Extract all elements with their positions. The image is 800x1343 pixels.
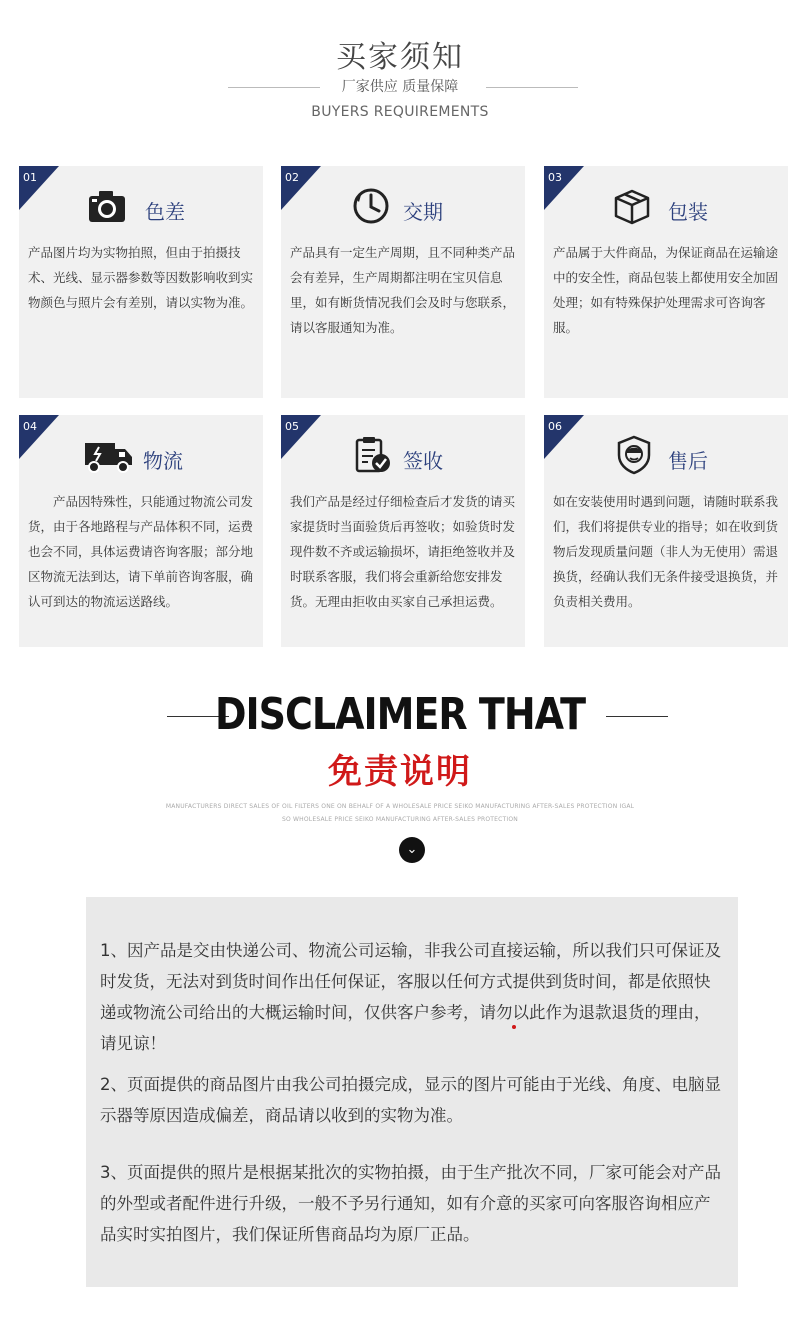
card-title: 交期 (403, 200, 443, 224)
card-body: 如在安装使用时遇到问题，请随时联系我们，我们将提供专业的指导；如在收到货物后发现质量问题（非人为无使用）需退换货，经确认我们无条件接受退换货，并负责相关费用。 (553, 494, 779, 609)
card-title: 物流 (143, 449, 183, 473)
clipboard-check-icon (353, 435, 393, 475)
disclaimer-paragraph: 2、页面提供的商品图片由我公司拍摄完成，显示的图片可能由于光线、角度、电脑显示器等原因造成偏差，商品请以收到的实物为准。 (100, 1075, 721, 1125)
disclaimer-fine-print-2: SO WHOLESALE PRICE SEIKO MANUFACTURING AFTER-SALES PROTECTION (281, 816, 519, 823)
clock-icon (351, 186, 391, 226)
card-packaging (544, 166, 788, 398)
card-body: 我们产品是经过仔细检查后才发货的请买家提货时当面验货后再签收；如验货时发现件数不齐或运输损坏，请拒绝签收并及时联系客服，我们将会重新给您安排发货。无理由拒收由买家自己承担运费。 (290, 494, 516, 609)
disclaimer-title-english: DISCLAIMER THAT (214, 688, 586, 740)
service-shield-icon (614, 435, 654, 475)
card-body: 产品属于大件商品，为保证商品在运输途中的安全性，商品包装上都使用安全加固处理；如有特殊保护处理需求可咨询客服。 (553, 245, 779, 335)
card-title: 售后 (668, 449, 708, 473)
disclaimer-divider-right (606, 716, 668, 717)
card-sign-receipt (281, 415, 525, 647)
truck-icon (83, 435, 135, 475)
disclaimer-paragraph: 3、页面提供的照片是根据某批次的实物拍摄，由于生产批次不同，厂家可能会对产品的外型或者配件进行升级，一般不予另行通知，如有介意的买家可向客服咨询相应产品实时实拍图片，我们保证所售商品均为原厂正品。 (100, 1163, 721, 1244)
page-title-english: BUYERS REQUIREMENTS (311, 104, 489, 120)
card-number: 02 (285, 171, 299, 184)
card-number: 01 (23, 171, 37, 184)
card-after-sales (544, 415, 788, 647)
disclaimer-paragraph: 1、因产品是交由快递公司、物流公司运输，非我公司直接运输，所以我们只可保证及时发货，无法对到货时间作出任何保证，客服以任何方式提供到货时间，都是依照快递或物流公司给出的大概运输时间，仅供客户参考，请勿以此作为退款退货的理由，请见谅！ (100, 941, 721, 1053)
card-body: 产品图片均为实物拍照，但由于拍摄技术、光线、显示器参数等因数影响收到实物颜色与照片会有差别，请以实物为准。 (28, 245, 254, 310)
card-logistics (19, 415, 263, 647)
card-number: 05 (285, 420, 299, 433)
card-number: 04 (23, 420, 37, 433)
divider-right (486, 87, 578, 88)
card-color-difference (19, 166, 263, 398)
card-title: 包装 (668, 200, 708, 224)
card-title: 色差 (145, 200, 185, 224)
card-title: 签收 (403, 449, 443, 473)
red-dot-mark (512, 1025, 516, 1029)
card-body: 产品因特殊性，只能通过物流公司发货，由于各地路程与产品体积不同，运费也会不同，具体运费请咨询客服；部分地区物流无法到达，请下单前咨询客服，确认可到达的物流运送路线。 (28, 494, 254, 609)
card-number: 06 (548, 420, 562, 433)
card-delivery-period (281, 166, 525, 398)
page-title: 买家须知 (336, 40, 464, 75)
disclaimer-fine-print-1: MANUFACTURERS DIRECT SALES OF OIL FILTERS ONE ON BEHALF OF A WHOLESALE PRICE SEIKO MANUFACTURING AFTER-SALES PROTECTION IGAL (165, 803, 635, 810)
disclaimer-title: 免责说明 (328, 752, 472, 792)
card-body: 产品具有一定生产周期，且不同种类产品会有差异，生产周期都注明在宝贝信息里，如有断货情况我们会及时与您联系，请以客服通知为准。 (290, 245, 516, 335)
page-subtitle: 厂家供应 质量保障 (341, 79, 459, 95)
card-number: 03 (548, 171, 562, 184)
chevron-down-icon: ⌄ (399, 837, 425, 863)
disclaimer-box (86, 897, 738, 1287)
package-icon (612, 186, 652, 226)
camera-icon (87, 186, 127, 226)
